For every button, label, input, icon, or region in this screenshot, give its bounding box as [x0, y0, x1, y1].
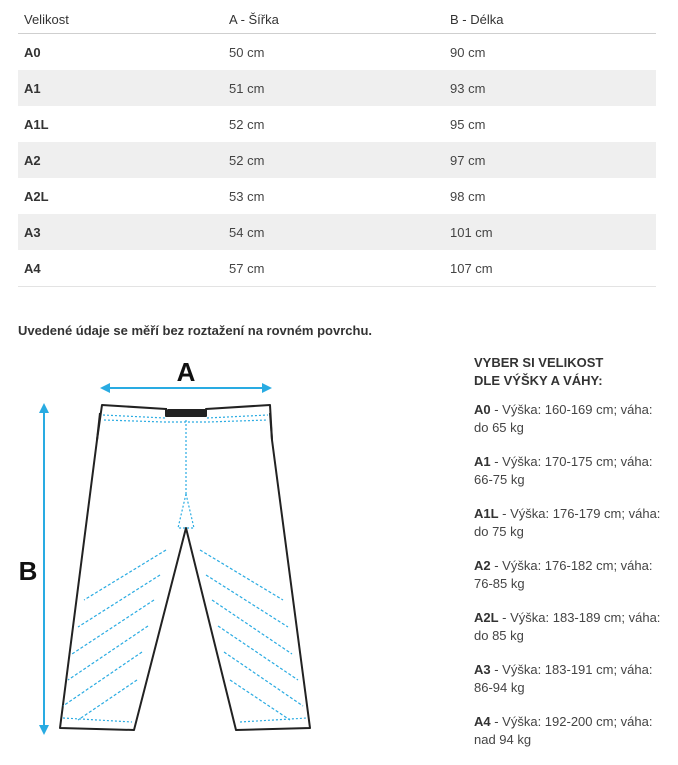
left-leg-stripes	[63, 550, 166, 720]
guide-title	[474, 354, 664, 390]
cell-size: A2	[18, 142, 223, 178]
cell-size: A1	[18, 70, 223, 106]
guide-item	[474, 661, 664, 697]
cell-width: 53 cm	[229, 188, 265, 204]
header-length: B - Délka	[444, 6, 656, 34]
guide-item	[474, 609, 664, 645]
header-width: A - Šířka	[223, 6, 444, 34]
cell-width: 52 cm	[223, 142, 444, 178]
guide-size: A3	[474, 662, 491, 677]
cell-length: 95 cm	[450, 116, 486, 132]
cell-length: 107 cm	[444, 250, 656, 287]
cell-length: 90 cm	[450, 44, 486, 60]
table-row	[18, 34, 656, 71]
cell-width: 54 cm	[223, 214, 444, 250]
guide-text: - Výška: 176-182 cm; váha: 76-85 kg	[474, 558, 653, 591]
stitching	[63, 415, 307, 722]
guide-item	[474, 713, 664, 749]
guide-text: - Výška: 170-175 cm; váha: 66-75 kg	[474, 454, 653, 487]
guide-text: - Výška: 183-191 cm; váha: 86-94 kg	[474, 662, 653, 695]
size-table-header	[18, 6, 656, 34]
cell-length: 93 cm	[444, 70, 656, 106]
trousers-outline	[60, 405, 310, 730]
trousers-diagram	[0, 350, 460, 750]
table-row	[18, 250, 656, 287]
guide-size: A4	[474, 714, 491, 729]
cell-size: A4	[18, 250, 223, 287]
guide-text: - Výška: 176-179 cm; váha: do 75 kg	[474, 506, 661, 539]
guide-text: - Výška: 183-189 cm; váha: do 85 kg	[474, 610, 661, 643]
guide-text: - Výška: 160-169 cm; váha: do 65 kg	[474, 402, 653, 435]
cell-length: 101 cm	[444, 214, 656, 250]
guide-item	[474, 401, 664, 437]
size-guide	[474, 354, 664, 765]
cell-length: 98 cm	[450, 188, 486, 204]
measurement-note: Uvedené údaje se měří bez roztažení na rovném povrchu.	[18, 323, 372, 338]
guide-item	[474, 505, 664, 541]
guide-size: A2L	[474, 610, 499, 625]
cell-length: 97 cm	[444, 142, 656, 178]
guide-size: A0	[474, 402, 491, 417]
guide-title-line1: VYBER SI VELIKOST	[474, 355, 604, 370]
cell-size: A1L	[24, 116, 49, 132]
header-size: Velikost	[18, 6, 223, 34]
guide-item	[474, 453, 664, 489]
guide-size: A1L	[474, 506, 499, 521]
guide-title-line2: DLE VÝŠKY A VÁHY:	[474, 373, 603, 388]
guide-size: A1	[474, 454, 491, 469]
table-row	[18, 142, 656, 178]
table-row	[18, 214, 656, 250]
label-b: B	[18, 556, 38, 586]
cell-width: 51 cm	[223, 70, 444, 106]
cell-size: A0	[24, 44, 41, 60]
cell-width: 52 cm	[229, 116, 265, 132]
cell-size: A3	[18, 214, 223, 250]
guide-size: A2	[474, 558, 491, 573]
label-a: A	[176, 357, 196, 387]
table-row	[18, 70, 656, 106]
guide-item	[474, 557, 664, 593]
guide-text: - Výška: 192-200 cm; váha: nad 94 kg	[474, 714, 653, 747]
table-row	[18, 178, 656, 214]
right-leg-stripes	[200, 550, 303, 720]
cell-width: 57 cm	[223, 250, 444, 287]
cell-size: A2L	[24, 188, 49, 204]
size-table	[18, 6, 656, 287]
length-arrow	[39, 403, 49, 735]
cell-width: 50 cm	[229, 44, 265, 60]
table-row	[18, 106, 656, 142]
